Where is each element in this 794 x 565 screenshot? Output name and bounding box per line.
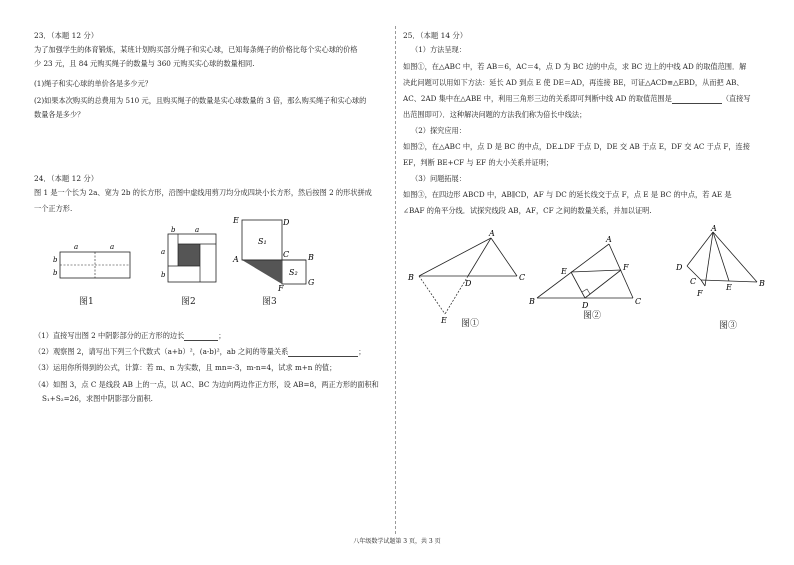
q25-line-9: （3）问题拓展： (411, 174, 466, 183)
q24-part-1: （1）直接写出图 2 中阴影部分的正方形的边长 ； (34, 331, 226, 340)
q25-fig2-caption: 图② (583, 311, 602, 321)
fig3-side-ab (713, 232, 757, 282)
fig3-label-s1: S₁ (258, 237, 267, 246)
q25-figure-1 (405, 226, 535, 326)
fig2-label-top-b: b (171, 226, 176, 234)
fig3-point-c: C (283, 250, 290, 259)
fig1-point-e: E (441, 316, 447, 325)
fig3-point-e: E (233, 216, 239, 225)
q24-figure-2 (160, 224, 220, 284)
fig3-point-a: A (233, 255, 239, 264)
q25-line-4: AC、2AD 集中在△ABE 中，利用三角形三边的关系即可判断中线 AD 的取值范围是 （直接写 (403, 94, 751, 103)
q24-fig1-caption: 图1 (79, 297, 94, 307)
fig1-label-b-top: b (53, 256, 58, 264)
fig3-point-f: F (278, 284, 284, 292)
q25-line-6: （2）探究应用： (411, 126, 466, 135)
fig2-label-top-a: a (195, 226, 200, 234)
q24-intro-2: 一个正方形. (34, 204, 73, 213)
fig1-label-b-bottom: b (53, 269, 58, 277)
q24-fig3-caption: 图3 (262, 297, 277, 307)
fig3-point-b: B (308, 253, 314, 262)
q25-line-8: EF，判断 BE+CF 与 EF 的大小关系并证明； (403, 158, 554, 167)
q25-figure-2 (529, 234, 649, 314)
fig2-point-d: D (582, 301, 589, 310)
fig3-segment-ae (713, 232, 729, 281)
fig1-point-c: C (519, 273, 526, 282)
fig3-segment-af (705, 232, 713, 286)
q23-line-4: (2)如果本次购买的总费用为 510 元，且购买绳子的数量是实心球数量的 3 倍，那么购买绳子和实心球的 (34, 96, 367, 105)
fig2-segment-de (571, 272, 585, 298)
q25-line-10: 如图③，在四边形 ABCD 中，AB∥CD，AF 与 DC 的延长线交于点 F，点 E 是 BC 的中点，若 AE 是 (403, 190, 732, 199)
q25-line-3: 决此问题可以用如下方法：延长 AD 到点 E 使 DE＝AD，再连接 BE，可证△ACD≌△EBD，从而把 AB、 (403, 78, 744, 87)
q25-line-11: ∠BAF 的角平分线．试探究线段 AB，AF，CF 之间的数量关系，并加以证明. (403, 206, 652, 215)
fig3-extension-cf (701, 280, 705, 286)
fig3-point-d: D (676, 263, 683, 272)
q23-line-3: (1)绳子和实心球的单价各是多少元？ (34, 79, 152, 88)
fig3-point-b: B (759, 279, 765, 288)
fig1-point-d: D (465, 279, 472, 288)
fig3-shaded-triangle (242, 260, 282, 284)
fig2-label-left-b: b (161, 271, 166, 279)
fig3-point-a: A (711, 224, 717, 233)
fig3-label-s2: S₂ (289, 268, 298, 277)
fig1-point-b: B (408, 273, 414, 282)
fig1-label-a-left: a (74, 243, 79, 251)
column-divider (395, 26, 396, 534)
q25-fig1-caption: 图① (461, 319, 480, 329)
fig2-point-b: B (529, 297, 535, 306)
q24-part-4: （4）如图 3，点 C 是线段 AB 上的一点，以 AC、BC 为边向两边作正方形，设 AB=8，两正方形的面积和 (34, 380, 379, 389)
q24-part-2: （2）观察图 2，请写出下列三个代数式（a+b）²，(a-b)²，ab 之间的等量关系 ； (34, 347, 366, 356)
q24-intro-1: 图 1 是一个长为 2a、宽为 2b 的长方形，沿图中虚线用剪刀均分成四块小长方形，然后按图 2 的形状拼成 (34, 188, 372, 197)
q23-line-5: 数量各是多少？ (34, 110, 85, 119)
page-footer: 八年级数学试题第 3 页，共 3 页 (353, 538, 441, 545)
fig2-right-angle-mark (582, 289, 590, 294)
fig1-label-a-right: a (110, 243, 115, 251)
q24-header: 24．（本题 12 分） (34, 174, 99, 183)
fig3-point-g: G (308, 278, 315, 287)
fig2-segment-df (585, 270, 621, 298)
fig2-segment-ef (571, 270, 621, 272)
fig2-point-a: A (606, 235, 612, 244)
fig3-point-d: D (283, 218, 290, 227)
fig2-shaded-square (178, 244, 200, 266)
fig3-point-f: F (697, 289, 703, 298)
q25-line-1: （1）方法呈现： (411, 45, 466, 54)
q23-header: 23．（本题 12 分） (34, 31, 99, 40)
q25-fig3-caption: 图③ (719, 321, 738, 331)
fig2-point-f: F (623, 263, 629, 272)
fig1-point-a: A (489, 229, 495, 238)
q24-part2-answer-blank[interactable] (288, 348, 358, 357)
fig3-point-e: E (726, 283, 732, 292)
right-column (397, 0, 794, 565)
fig1-side-ac (491, 238, 517, 276)
q25-line-5: 出范围即可）．这种解决问题的方法我们称为倍长中线法； (403, 110, 587, 119)
q24-part-4-cont: S₁+S₂=26，求图中阴影部分面积. (42, 394, 153, 403)
fig2-point-e: E (561, 267, 567, 276)
q25-range-answer-blank[interactable] (672, 95, 722, 104)
fig1-segment-be (419, 276, 445, 314)
q25-line-7: 如图②，在△ABC 中，点 D 是 BC 的中点，DE⊥DF 于点 D，DE 交 AB 于点 E，DF 交 AC 于点 F，连接 (403, 142, 750, 151)
q24-figure-3 (228, 212, 324, 292)
q24-part1-answer-blank[interactable] (184, 332, 218, 341)
q25-line-2: 如图①，在△ABC 中，若 AB＝6，AC＝4，点 D 为 BC 边的中点，求 BC 边上的中线 AD 的取值范围．解 (403, 62, 747, 71)
fig2-point-c: C (635, 297, 642, 306)
q24-fig2-caption: 图2 (181, 297, 196, 307)
fig3-point-c: C (690, 277, 697, 286)
fig2-label-left-a: a (161, 248, 166, 256)
q23-line-1: 为了加强学生的体育锻炼，某班计划购买部分绳子和实心球，已知每条绳子的价格比每个实心球的价格 (34, 45, 358, 54)
fig1-side-ab (419, 238, 491, 276)
q23-line-2: 少 23 元，且 84 元购买绳子的数量与 360 元购买实心球的数量相同. (34, 59, 255, 68)
q24-part-3: （3）运用你所得到的公式，计算：若 m、n 为实数，且 mn=-3，m-n=4，试求 m+n 的值； (34, 363, 337, 372)
q25-figure-3 (669, 222, 773, 302)
fig2-side-ac (609, 244, 633, 298)
q24-figure-1 (48, 240, 138, 282)
q25-header: 25．（本题 14 分） (403, 31, 468, 40)
